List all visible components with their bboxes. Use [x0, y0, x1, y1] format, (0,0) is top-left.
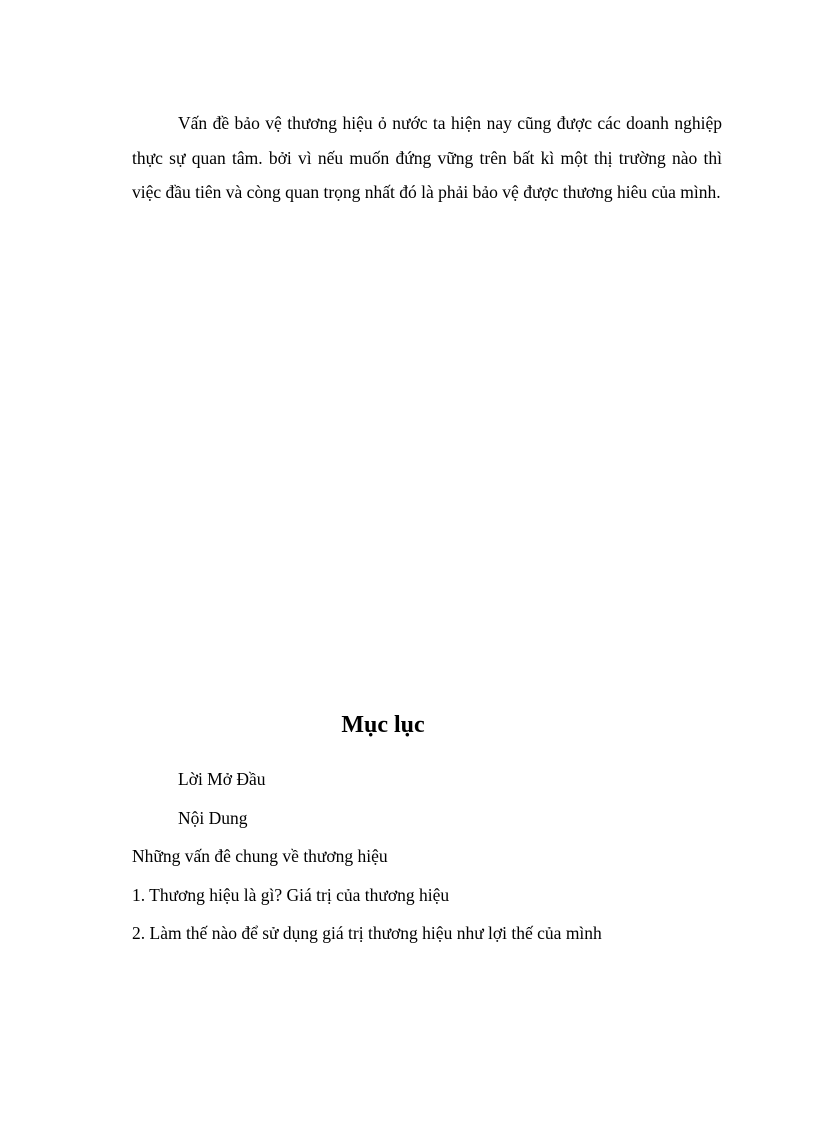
table-of-contents-list: [132, 760, 722, 953]
table-of-contents-title: Mục lục: [341, 712, 425, 738]
toc-item-section-2: 2. Làm thế nào để sử dụng giá trị thương hiệu như lợi thế của mình: [132, 923, 602, 943]
toc-item-general-issues: Những vấn đê chung về thương hiệu: [132, 846, 388, 866]
toc-item-introduction: Lời Mở Đầu: [178, 769, 266, 789]
intro-paragraph: Vấn đề bảo vệ thương hiệu ỏ nước ta hiện nay cũng được các doanh nghiệp thực sự quan tâm. bởi vì nếu muốn đứng vững trên bất kì một thị trường nào thì việc đầu tiên và còng quan trọng nhất đó là phải bảo vệ được thương hiêu của mình.: [132, 113, 722, 202]
toc-item-section-1: 1. Thương hiệu là gì? Giá trị của thương hiệu: [132, 884, 450, 905]
toc-item-content: Nội Dung: [178, 807, 248, 828]
